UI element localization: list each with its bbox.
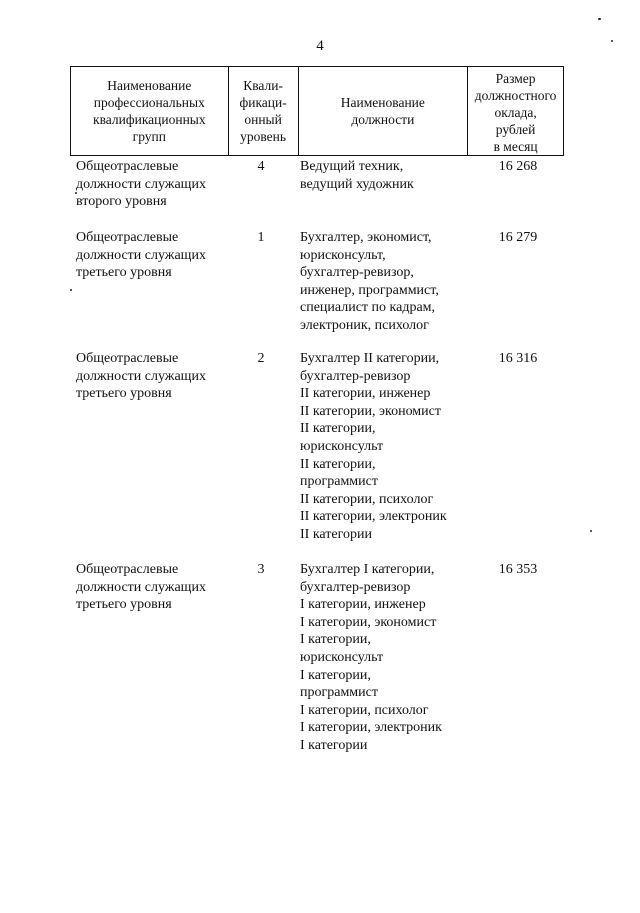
row-3-salary: 16 316 — [498, 351, 538, 366]
scan-speck — [611, 40, 613, 42]
row-4-level: 3 — [257, 562, 265, 577]
row-1-salary: 16 268 — [498, 159, 538, 174]
page-number: 4 — [316, 38, 324, 54]
table-header — [70, 66, 564, 156]
row-4-group: Общеотраслевые должности служащих третьего уровня — [76, 562, 206, 613]
header-salary: Размер должностного оклада, рублей в месяц — [467, 67, 563, 155]
row-1-positions: Ведущий техник, ведущий художник — [300, 159, 414, 192]
scan-speck — [70, 289, 72, 291]
row-2-level: 1 — [257, 230, 265, 245]
row-3-positions: Бухгалтер II категории, бухгалтер-ревизор II категории, инженер II категории, экономист II категории, юрисконсульт II категории, программист II категории, психолог II категории, электроник II категории — [300, 351, 447, 542]
scan-speck — [590, 530, 592, 532]
row-2-salary: 16 279 — [498, 230, 538, 245]
scan-speck — [598, 18, 601, 20]
header-position-name: Наименование должности — [298, 67, 468, 155]
row-2-group: Общеотраслевые должности служащих третьего уровня — [76, 230, 206, 281]
header-qualification-level: Квали- фикаци- онный уровень — [228, 67, 298, 155]
row-1-level: 4 — [257, 159, 265, 174]
row-2-positions: Бухгалтер, экономист, юрисконсульт, бухгалтер-ревизор, инженер, программист, специалист по кадрам, электроник, психолог — [300, 230, 439, 333]
row-3-group: Общеотраслевые должности служащих третьего уровня — [76, 351, 206, 402]
scan-speck — [75, 192, 77, 194]
row-4-salary: 16 353 — [498, 562, 538, 577]
row-3-level: 2 — [257, 351, 265, 366]
row-1-group: Общеотраслевые должности служащих второго уровня — [76, 159, 206, 210]
row-4-positions: Бухгалтер I категории, бухгалтер-ревизор I категории, инженер I категории, экономист I категории, юрисконсульт I категории, программист I категории, психолог I категории, электроник I категории — [300, 562, 442, 753]
header-group-name: Наименование профессиональных квалификационных групп — [93, 78, 206, 144]
